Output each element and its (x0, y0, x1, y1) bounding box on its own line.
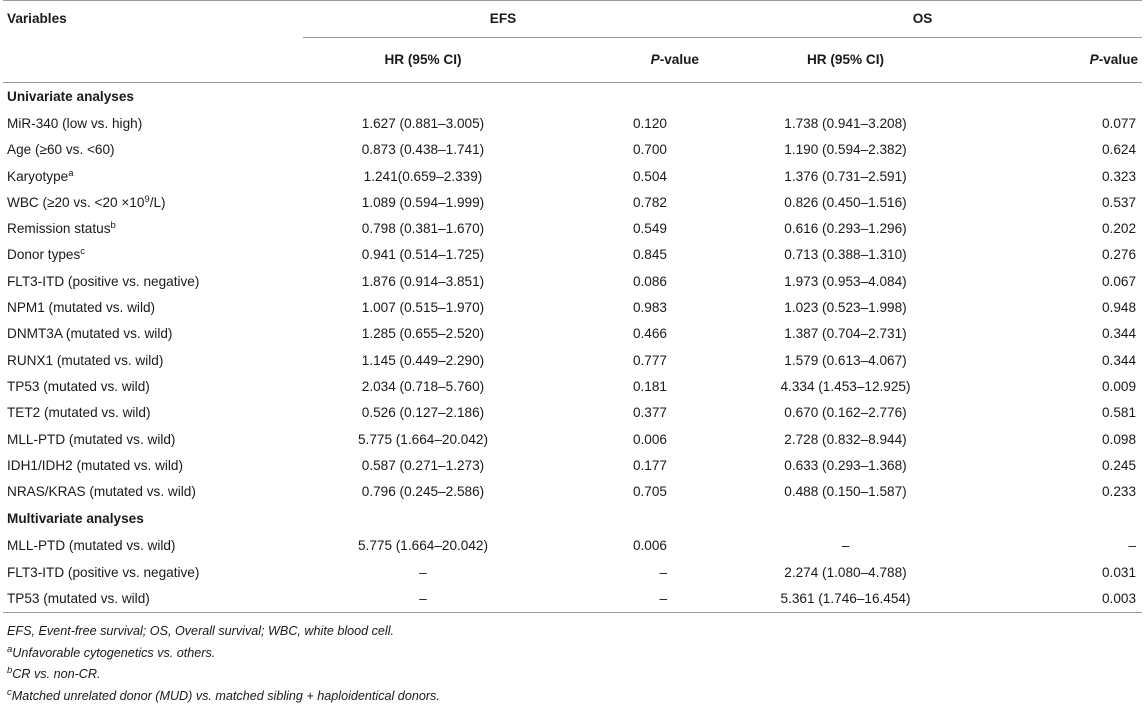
efs-hr-cell: 0.941 (0.514–1.725) (361, 247, 485, 263)
os-hr-cell: 1.376 (0.731–2.591) (784, 168, 907, 184)
os-hr-cell: 1.023 (0.523–1.998) (784, 300, 907, 316)
os-hr-cell: 2.274 (1.080–4.788) (784, 564, 907, 580)
os-hr-cell: 1.973 (0.953–4.084) (784, 273, 907, 289)
row-label-text: MLL-PTD (mutated vs. wild) (7, 431, 176, 447)
row-label (3, 295, 303, 321)
header-os-hr: HR (95% CI) (703, 38, 988, 83)
os-hr-cell: 0.488 (0.150–1.587) (784, 484, 907, 500)
efs-p-cell: 0.700 (632, 142, 667, 158)
row-label-text: FLT3-ITD (positive vs. negative) (7, 273, 200, 289)
efs-p-cell: 0.086 (632, 273, 667, 289)
footnote-abbreviations: EFS, Event-free survival; OS, Overall survival; WBC, white blood cell. (7, 624, 395, 639)
efs-hr-cell: 1.285 (0.655–2.520) (361, 326, 485, 342)
row-label (3, 453, 303, 479)
footnote-c (7, 686, 1145, 708)
row-label-text: NRAS/KRAS (mutated vs. wild) (7, 484, 196, 500)
footnote-c-mark: c (7, 686, 12, 698)
header-efs (303, 1, 703, 38)
os-p-cell: 0.344 (1101, 352, 1137, 368)
os-p-cell: – (1128, 538, 1137, 554)
row-label-text: DNMT3A (mutated vs. wild) (7, 326, 173, 342)
header-efs-p-italic: P (650, 52, 660, 67)
table-row (3, 533, 1142, 559)
row-label (3, 321, 303, 347)
efs-hr-cell: 1.627 (0.881–3.005) (361, 116, 485, 131)
efs-p-cell: – (543, 586, 703, 613)
os-p-cell: 0.624 (1101, 142, 1137, 158)
os-p-cell: 0.067 (1101, 273, 1137, 289)
efs-hr-cell: 0.873 (0.438–1.741) (361, 142, 485, 158)
table-row (3, 111, 1142, 137)
header-efs-p-suffix: -value (659, 52, 699, 67)
row-label-superscript: 9 (144, 193, 150, 205)
row-label-text: MiR-340 (low vs. high) (7, 116, 143, 131)
os-hr-cell: 1.579 (0.613–4.067) (784, 352, 907, 368)
efs-hr-cell: 1.876 (0.914–3.851) (361, 273, 485, 289)
efs-hr-cell: 0.796 (0.245–2.586) (361, 484, 485, 500)
efs-p-cell: 0.504 (632, 168, 667, 184)
header-os-p-italic: P (1089, 52, 1099, 67)
table-row (3, 137, 1142, 163)
row-label (3, 560, 303, 586)
row-label-text: MLL-PTD (mutated vs. wild) (7, 538, 176, 554)
section-title-multivariate: Multivariate analyses (7, 511, 144, 527)
table-row (3, 560, 1142, 586)
efs-p-cell: 0.983 (632, 300, 667, 316)
row-label-tail: /L) (149, 194, 166, 210)
table-row (3, 242, 1142, 268)
os-hr-cell: 0.713 (0.388–1.310) (784, 247, 907, 263)
row-label-text: Karyotype (7, 168, 69, 184)
hazard-ratio-table (3, 0, 1142, 613)
efs-p-cell: 0.782 (632, 194, 667, 210)
header-os (703, 1, 1142, 38)
row-label-superscript: a (68, 167, 74, 179)
footnote-c-text: Matched unrelated donor (MUD) vs. matched sibling + haploidentical donors. (11, 688, 440, 703)
efs-hr-cell: 2.034 (0.718–5.760) (361, 378, 485, 394)
efs-hr-cell: 1.007 (0.515–1.970) (361, 300, 485, 316)
os-p-cell: 0.233 (1101, 484, 1137, 500)
row-label-text: Donor types (7, 247, 81, 263)
row-label-text: TET2 (mutated vs. wild) (7, 405, 151, 421)
efs-p-cell: – (659, 564, 667, 580)
row-label (3, 586, 303, 613)
os-p-cell: 0.202 (1101, 221, 1137, 237)
os-hr-cell: 0.616 (0.293–1.296) (784, 221, 907, 237)
os-hr-cell: 2.728 (0.832–8.944) (784, 431, 907, 447)
os-hr-cell: 0.670 (0.162–2.776) (784, 405, 907, 421)
os-hr-cell: 1.738 (0.941–3.208) (784, 116, 907, 131)
os-p-cell: 0.344 (1101, 326, 1137, 342)
os-p-cell: 0.003 (988, 586, 1142, 613)
table-row (3, 479, 1142, 505)
row-label (3, 190, 303, 216)
table-row (3, 374, 1142, 400)
os-p-cell: 0.245 (1101, 457, 1137, 473)
footnote-b-text: CR vs. non-CR. (12, 667, 101, 682)
section-row-univariate (3, 83, 1142, 112)
row-label-text: TP53 (mutated vs. wild) (7, 378, 150, 394)
efs-hr-cell: 5.775 (1.664–20.042) (357, 538, 488, 554)
table-row (3, 269, 1142, 295)
os-p-cell: 0.948 (1101, 300, 1137, 316)
footnote-b (7, 664, 1145, 686)
row-label-superscript: b (110, 220, 116, 232)
os-p-cell: 0.581 (1101, 405, 1137, 421)
row-label (3, 242, 303, 268)
os-hr-cell: 1.387 (0.704–2.731) (784, 326, 907, 342)
row-label (3, 111, 303, 137)
row-label-text: Remission status (7, 221, 111, 237)
efs-hr-cell: 0.526 (0.127–2.186) (361, 405, 485, 421)
header-blank (3, 38, 303, 83)
os-p-cell: 0.009 (1101, 378, 1137, 394)
efs-hr-cell: 1.089 (0.594–1.999) (361, 194, 485, 210)
table-row (3, 321, 1142, 347)
row-label-text: NPM1 (mutated vs. wild) (7, 300, 156, 316)
row-label-text: RUNX1 (mutated vs. wild) (7, 352, 164, 368)
os-hr-cell: – (841, 538, 850, 554)
row-label (3, 427, 303, 453)
row-label (3, 269, 303, 295)
efs-p-cell: 0.777 (632, 352, 667, 368)
row-label (3, 374, 303, 400)
row-label-text: TP53 (mutated vs. wild) (7, 591, 150, 607)
os-p-cell: 0.323 (1101, 168, 1137, 184)
efs-hr-cell: 0.587 (0.271–1.273) (361, 457, 485, 473)
section-title-univariate: Univariate analyses (7, 89, 134, 104)
efs-hr-cell: 5.775 (1.664–20.042) (357, 431, 488, 447)
header-os-p (988, 38, 1142, 83)
header-os-label: OS (912, 11, 933, 26)
row-label-superscript: c (80, 246, 86, 258)
table-row (3, 400, 1142, 426)
footnote-b-mark: b (7, 665, 13, 677)
efs-hr-cell: 1.145 (0.449–2.290) (361, 352, 485, 368)
header-efs-p (543, 38, 703, 83)
row-label-text: Age (≥60 vs. <60) (7, 142, 115, 158)
row-label (3, 479, 303, 505)
table-row (3, 295, 1142, 321)
efs-hr-cell: 1.241(0.659–2.339) (363, 168, 483, 184)
efs-p-cell: 0.177 (632, 457, 667, 473)
efs-hr-cell: – (303, 586, 543, 613)
row-label (3, 216, 303, 242)
os-p-cell: 0.031 (1101, 564, 1137, 580)
header-efs-label: EFS (489, 11, 517, 26)
table-row (3, 348, 1142, 374)
row-label-text: FLT3-ITD (positive vs. negative) (7, 564, 200, 580)
row-label (3, 164, 303, 190)
os-hr-cell: 1.190 (0.594–2.382) (784, 142, 907, 158)
efs-p-cell: 0.377 (632, 405, 667, 421)
os-hr-cell: 4.334 (1.453–12.925) (780, 378, 911, 394)
section-row-multivariate (3, 505, 1142, 533)
efs-p-cell: 0.006 (632, 431, 667, 447)
row-label-text: WBC (≥20 vs. <20 ×10 (7, 194, 145, 210)
efs-p-cell: 0.845 (632, 247, 667, 263)
footnote-a-text: Unfavorable cytogenetics vs. others. (12, 645, 216, 660)
header-variables: Variables (3, 1, 303, 38)
table-row (3, 453, 1142, 479)
efs-p-cell: 0.120 (632, 116, 667, 131)
os-p-cell: 0.077 (1101, 116, 1137, 131)
os-p-cell: 0.276 (1101, 247, 1137, 263)
row-label-text: IDH1/IDH2 (mutated vs. wild) (7, 457, 184, 473)
table-header (3, 1, 1142, 83)
row-label (3, 348, 303, 374)
os-hr-cell: 0.826 (0.450–1.516) (784, 194, 907, 210)
efs-hr-cell: 0.798 (0.381–1.670) (361, 221, 485, 237)
footnote-a (7, 643, 1145, 665)
efs-p-cell: 0.549 (632, 221, 667, 237)
row-label (3, 400, 303, 426)
os-p-cell: 0.098 (1101, 431, 1137, 447)
efs-p-cell: 0.006 (632, 538, 667, 554)
header-efs-hr: HR (95% CI) (303, 38, 543, 83)
table-row (3, 586, 1142, 613)
os-hr-cell: 5.361 (1.746–16.454) (703, 586, 988, 613)
efs-p-cell: 0.705 (632, 484, 667, 500)
efs-p-cell: 0.466 (632, 326, 667, 342)
efs-hr-cell: – (419, 564, 427, 580)
table-row (3, 216, 1142, 242)
table-row (3, 427, 1142, 453)
table-row (3, 164, 1142, 190)
os-hr-cell: 0.633 (0.293–1.368) (784, 457, 907, 473)
row-label (3, 533, 303, 559)
header-os-p-suffix: -value (1098, 52, 1139, 67)
os-p-cell: 0.537 (1101, 194, 1137, 210)
table-body (3, 83, 1142, 613)
table-footnotes (7, 621, 1145, 707)
table-row (3, 190, 1142, 216)
row-label (3, 137, 303, 163)
efs-p-cell: 0.181 (632, 378, 667, 394)
footnote-a-mark: a (7, 643, 13, 655)
